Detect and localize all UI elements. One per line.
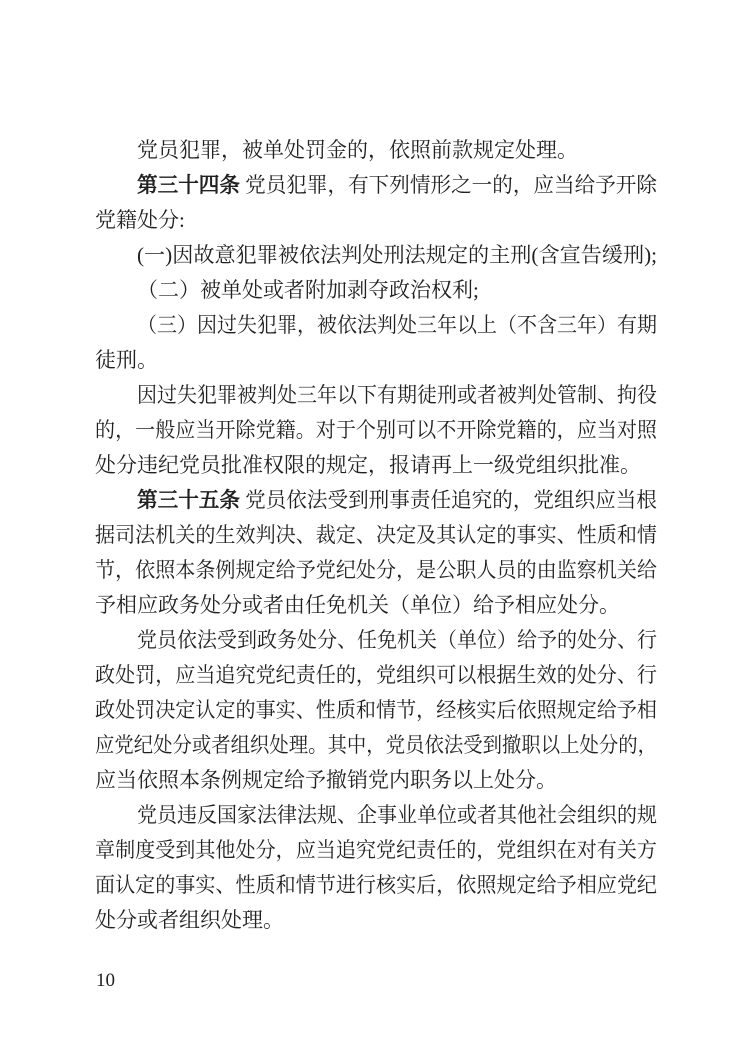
- text-segment: 处分违纪党员批准权限的规定，报请再上一级党组织批准。: [95, 453, 641, 477]
- article-number: 第三十四条: [137, 173, 240, 197]
- text-segment: (一)因故意犯罪被依法判处刑法规定的主刑(含宣告缓刑);: [137, 243, 657, 267]
- text-line-content: [95, 693, 657, 728]
- text-line-content: [95, 343, 158, 378]
- text-segment: 的，一般应当开除党籍。对于个别可以不开除党籍的，应当对照: [95, 418, 657, 442]
- text-segment: 予相应政务处分或者由任免机关（单位）给予相应处分。: [95, 593, 620, 617]
- text-line: [95, 413, 657, 448]
- text-line: [95, 728, 657, 763]
- document-body: [95, 133, 657, 938]
- text-line-content: [137, 483, 657, 518]
- text-line: [95, 483, 657, 518]
- text-line-content: [137, 168, 657, 203]
- text-line: [95, 238, 657, 273]
- text-line: [95, 518, 657, 553]
- text-line-content: [137, 623, 657, 658]
- text-line: [95, 343, 657, 378]
- page-number: 10: [96, 970, 115, 991]
- text-line: [95, 133, 657, 168]
- text-line: [95, 553, 657, 588]
- text-line: [95, 798, 657, 833]
- text-segment: 党员犯罪，被单处罚金的，依照前款规定处理。: [137, 138, 578, 162]
- text-segment: 党员犯罪，有下列情形之一的，应当给予开除: [239, 173, 657, 197]
- text-segment: 处分或者组织处理。: [95, 908, 284, 932]
- text-line-content: [95, 448, 641, 483]
- text-segment: 党籍处分:: [95, 208, 185, 232]
- text-line-content: [95, 203, 185, 238]
- text-line-content: [95, 868, 657, 903]
- text-segment: 徒刑。: [95, 348, 158, 372]
- text-line-content: [137, 273, 479, 308]
- text-line: [95, 448, 657, 483]
- text-segment: （三）因过失犯罪，被依法判处三年以上（不含三年）有期: [137, 313, 657, 337]
- text-segment: 政处罚决定认定的事实、性质和情节，经核实后依照规定给予相: [95, 698, 657, 722]
- article-number: 第三十五条: [137, 488, 240, 512]
- text-segment: 面认定的事实、性质和情节进行核实后，依照规定给予相应党纪: [95, 873, 657, 897]
- text-line-content: [95, 588, 620, 623]
- text-segment: （二）被单处或者附加剥夺政治权利;: [137, 278, 479, 302]
- text-segment: 党员依法受到政务处分、任免机关（单位）给予的处分、行: [137, 628, 657, 652]
- text-line: [95, 903, 657, 938]
- text-line: [95, 273, 657, 308]
- text-segment: 党员依法受到刑事责任追究的，党组织应当根: [239, 488, 657, 512]
- text-segment: 政处罚，应当追究党纪责任的，党组织可以根据生效的处分、行: [95, 663, 657, 687]
- text-line-content: [95, 413, 657, 448]
- text-line: [95, 658, 657, 693]
- text-line-content: [95, 763, 557, 798]
- text-segment: 因过失犯罪被判处三年以下有期徒刑或者被判处管制、拘役: [137, 383, 657, 407]
- text-line-content: [95, 833, 657, 868]
- text-line-content: [137, 133, 578, 168]
- text-segment: 节，依照本条例规定给予党纪处分，是公职人员的由监察机关给: [95, 558, 657, 582]
- text-line-content: [95, 658, 657, 693]
- text-line-content: [95, 728, 657, 763]
- text-line-content: [95, 903, 284, 938]
- text-line: [95, 833, 657, 868]
- text-line: [95, 308, 657, 343]
- text-line: [95, 168, 657, 203]
- text-line: [95, 868, 657, 903]
- text-line: [95, 693, 657, 728]
- text-line-content: [137, 378, 657, 413]
- text-line-content: [95, 518, 657, 553]
- text-segment: 应党纪处分或者组织处理。其中，党员依法受到撤职以上处分的，: [95, 733, 657, 757]
- text-line: [95, 203, 657, 238]
- text-line: [95, 588, 657, 623]
- text-line: [95, 763, 657, 798]
- text-segment: 据司法机关的生效判决、裁定、决定及其认定的事实、性质和情: [95, 523, 657, 547]
- text-line-content: [95, 553, 657, 588]
- text-line-content: [137, 798, 657, 833]
- text-segment: 章制度受到其他处分，应当追究党纪责任的，党组织在对有关方: [95, 838, 657, 862]
- text-segment: 党员违反国家法律法规、企事业单位或者其他社会组织的规: [137, 803, 657, 827]
- text-line-content: [137, 308, 657, 343]
- text-line: [95, 378, 657, 413]
- text-line: [95, 623, 657, 658]
- text-segment: 应当依照本条例规定给予撤销党内职务以上处分。: [95, 768, 557, 792]
- text-line-content: [137, 238, 657, 273]
